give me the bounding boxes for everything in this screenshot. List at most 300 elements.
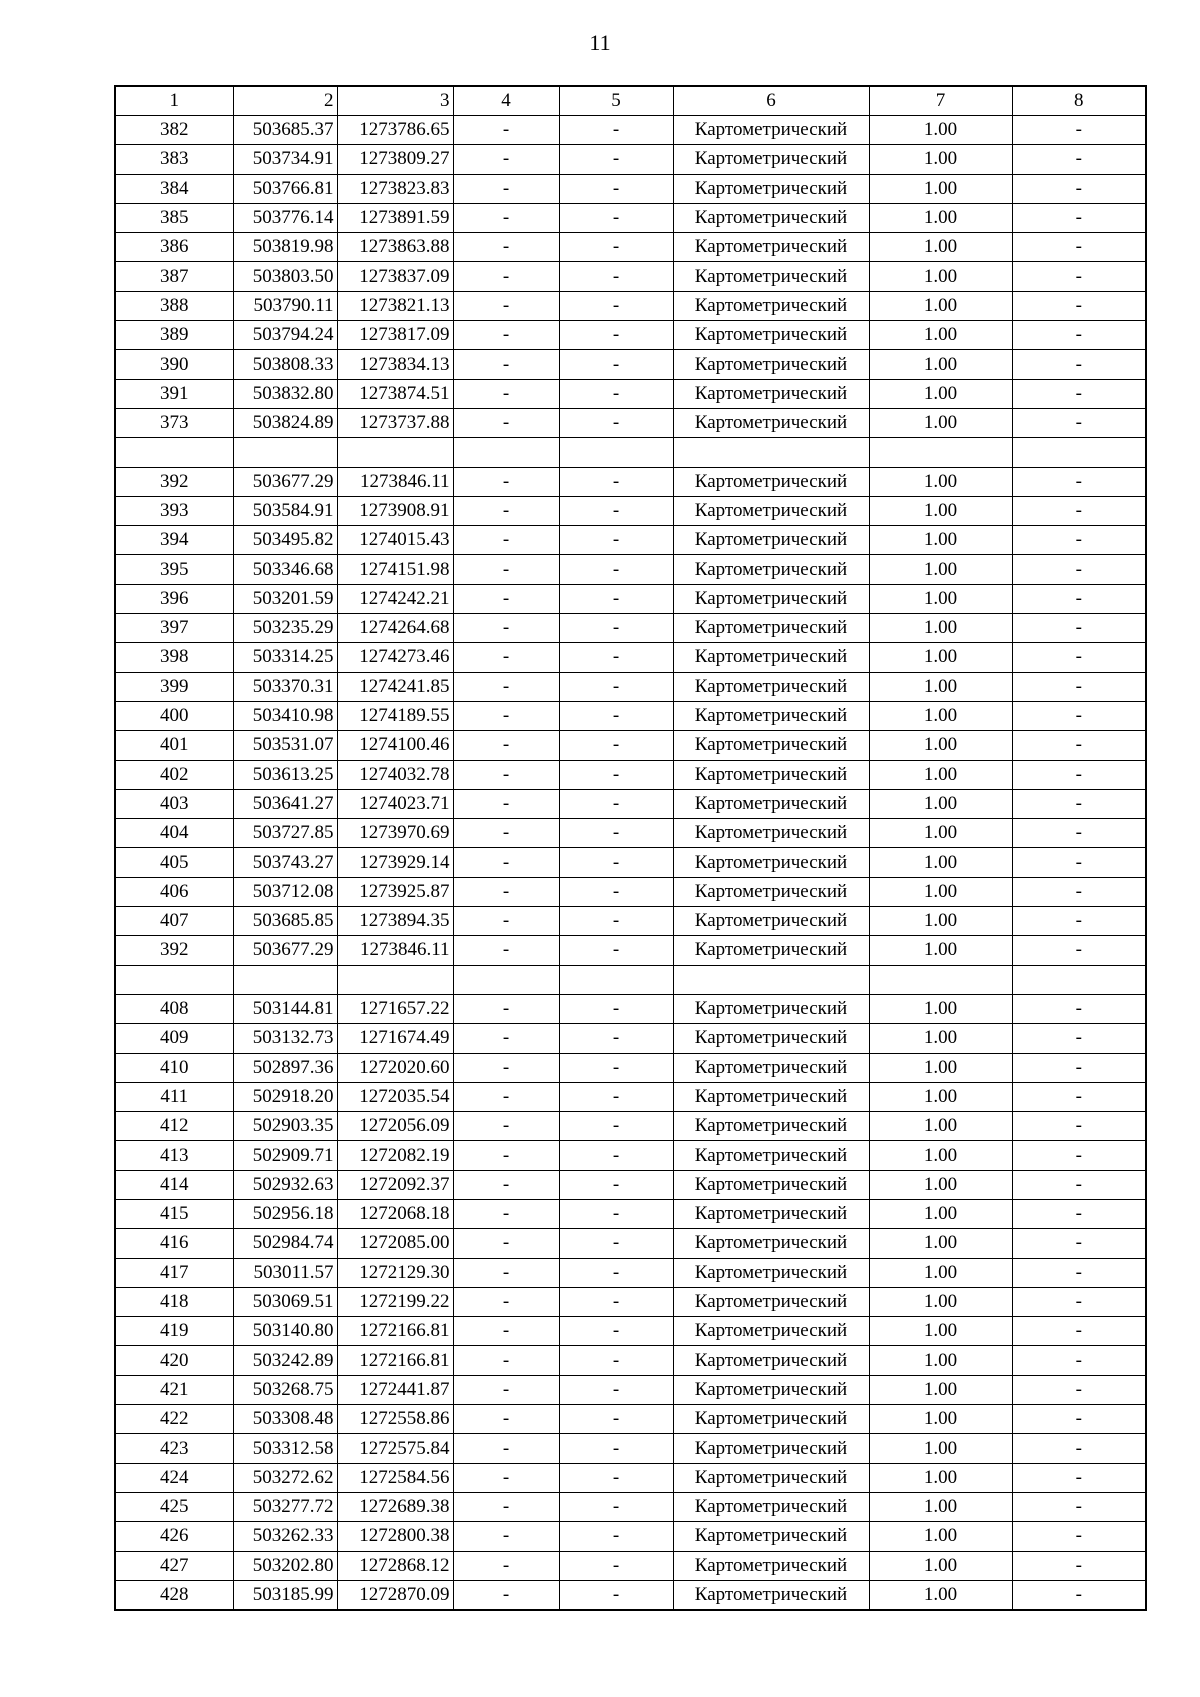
table-cell: 1272129.30 [337, 1258, 453, 1287]
table-cell: 1.00 [869, 701, 1012, 730]
table-cell: - [559, 1287, 673, 1316]
table-cell: 401 [115, 731, 233, 760]
table-cell: 412 [115, 1112, 233, 1141]
table-cell: - [1012, 233, 1146, 262]
table-cell: - [1012, 584, 1146, 613]
table-cell: 1.00 [869, 1287, 1012, 1316]
table-cell: - [1012, 408, 1146, 437]
table-cell: Картометрический [673, 262, 869, 291]
table-cell: - [453, 1229, 559, 1258]
table-cell: 1.00 [869, 672, 1012, 701]
table-cell: 1.00 [869, 1522, 1012, 1551]
table-cell: 1.00 [869, 643, 1012, 672]
table-cell: 1272800.38 [337, 1522, 453, 1551]
table-cell: 502903.35 [233, 1112, 337, 1141]
table-row [115, 233, 1146, 262]
table-body [115, 116, 1146, 1611]
table-cell: 1.00 [869, 848, 1012, 877]
table-cell: Картометрический [673, 848, 869, 877]
table-cell: - [559, 496, 673, 525]
table-cell: 1.00 [869, 1317, 1012, 1346]
table-cell: 1273908.91 [337, 496, 453, 525]
table-cell: 502918.20 [233, 1082, 337, 1111]
table-cell: 382 [115, 116, 233, 145]
table-cell: 1273863.88 [337, 233, 453, 262]
table-cell: Картометрический [673, 1141, 869, 1170]
table-row [115, 1229, 1146, 1258]
column-header-4: 4 [453, 86, 559, 116]
table-cell: Картометрический [673, 233, 869, 262]
table-cell: - [453, 614, 559, 643]
table-cell: 1272575.84 [337, 1434, 453, 1463]
table-cell: - [453, 526, 559, 555]
table-row [115, 907, 1146, 936]
table-header [115, 86, 1146, 116]
table-cell: 1273891.59 [337, 203, 453, 232]
table-cell: Картометрический [673, 672, 869, 701]
table-row [115, 1082, 1146, 1111]
table-cell: - [453, 1170, 559, 1199]
table-cell: - [559, 1463, 673, 1492]
table-cell: 1273809.27 [337, 145, 453, 174]
table-cell: - [1012, 789, 1146, 818]
table-row [115, 321, 1146, 350]
table-cell: - [559, 1405, 673, 1434]
table-cell: 503584.91 [233, 496, 337, 525]
column-header-7: 7 [869, 86, 1012, 116]
table-cell: Картометрический [673, 203, 869, 232]
table-cell: Картометрический [673, 467, 869, 496]
table-cell [1012, 438, 1146, 467]
table-cell: Картометрический [673, 1522, 869, 1551]
table-cell: - [453, 379, 559, 408]
table-row [115, 350, 1146, 379]
table-cell: 502932.63 [233, 1170, 337, 1199]
table-cell: - [1012, 1170, 1146, 1199]
table-cell: - [1012, 203, 1146, 232]
table-cell: 1.00 [869, 584, 1012, 613]
table-cell: - [453, 1053, 559, 1082]
table-cell: - [1012, 467, 1146, 496]
table-cell: - [559, 321, 673, 350]
table-cell: Картометрический [673, 1346, 869, 1375]
table-cell: Картометрический [673, 1053, 869, 1082]
table-row [115, 496, 1146, 525]
table-cell: - [1012, 907, 1146, 936]
table-row [115, 1053, 1146, 1082]
table-cell: 503272.62 [233, 1463, 337, 1492]
table-cell: Картометрический [673, 1375, 869, 1404]
table-cell: 1274032.78 [337, 760, 453, 789]
table-row [115, 1434, 1146, 1463]
table-row [115, 614, 1146, 643]
column-header-5: 5 [559, 86, 673, 116]
table-cell: - [559, 672, 673, 701]
table-cell: - [453, 555, 559, 584]
table-cell: - [1012, 672, 1146, 701]
table-cell: 386 [115, 233, 233, 262]
table-cell: - [453, 731, 559, 760]
table-cell [869, 438, 1012, 467]
table-cell: - [453, 994, 559, 1023]
table-cell [869, 965, 1012, 994]
table-row [115, 1112, 1146, 1141]
table-cell: 502984.74 [233, 1229, 337, 1258]
table-cell: 1272082.19 [337, 1141, 453, 1170]
table-row [115, 1141, 1146, 1170]
table-cell: 503776.14 [233, 203, 337, 232]
table-cell: 409 [115, 1024, 233, 1053]
table-cell: 1.00 [869, 789, 1012, 818]
table-cell: Картометрический [673, 379, 869, 408]
table-cell: 1.00 [869, 1082, 1012, 1111]
table-cell: - [559, 936, 673, 965]
table-cell: - [1012, 145, 1146, 174]
table-cell: 1.00 [869, 291, 1012, 320]
table-row [115, 1551, 1146, 1580]
table-cell: 1274273.46 [337, 643, 453, 672]
table-cell: - [1012, 1053, 1146, 1082]
table-cell: - [1012, 262, 1146, 291]
table-cell: Картометрический [673, 701, 869, 730]
table-cell: - [453, 1346, 559, 1375]
table-cell: - [453, 1522, 559, 1551]
table-cell: - [559, 555, 673, 584]
table-cell: 1.00 [869, 1024, 1012, 1053]
table-cell: 1273925.87 [337, 877, 453, 906]
table-cell: 1.00 [869, 1434, 1012, 1463]
table-cell: - [453, 1463, 559, 1492]
table-cell: 503613.25 [233, 760, 337, 789]
table-cell: - [559, 1258, 673, 1287]
table-cell: - [559, 1112, 673, 1141]
table-cell: - [559, 1199, 673, 1228]
table-cell: - [1012, 1024, 1146, 1053]
table-cell: - [1012, 1229, 1146, 1258]
table-cell: - [1012, 350, 1146, 379]
table-row [115, 936, 1146, 965]
table-cell: 1.00 [869, 907, 1012, 936]
table-cell: 1.00 [869, 1170, 1012, 1199]
table-cell: 503242.89 [233, 1346, 337, 1375]
table-cell: 396 [115, 584, 233, 613]
table-cell: Картометрический [673, 1492, 869, 1521]
table-cell: 503808.33 [233, 350, 337, 379]
table-row [115, 116, 1146, 145]
table-cell: - [559, 1053, 673, 1082]
table-cell: 1273737.88 [337, 408, 453, 437]
table-cell: 398 [115, 643, 233, 672]
table-cell: Картометрический [673, 819, 869, 848]
table-row [115, 1317, 1146, 1346]
table-cell: - [453, 1112, 559, 1141]
table-cell: 503803.50 [233, 262, 337, 291]
table-cell: - [453, 350, 559, 379]
table-cell: 502909.71 [233, 1141, 337, 1170]
table-cell: - [1012, 1287, 1146, 1316]
table-cell: 1272085.00 [337, 1229, 453, 1258]
table-cell: 415 [115, 1199, 233, 1228]
table-cell: - [1012, 1112, 1146, 1141]
table-cell: - [1012, 526, 1146, 555]
table-cell: 1.00 [869, 819, 1012, 848]
table-cell: 503144.81 [233, 994, 337, 1023]
table-cell: - [559, 614, 673, 643]
column-header-6: 6 [673, 86, 869, 116]
table-cell: 418 [115, 1287, 233, 1316]
table-cell: 1273823.83 [337, 174, 453, 203]
table-cell: - [1012, 116, 1146, 145]
table-cell: - [559, 877, 673, 906]
table-cell: - [1012, 1492, 1146, 1521]
table-cell: - [453, 1492, 559, 1521]
table-cell: - [1012, 379, 1146, 408]
table-cell: - [1012, 1551, 1146, 1580]
table-cell: 1274242.21 [337, 584, 453, 613]
table-cell: - [453, 1405, 559, 1434]
table-row [115, 848, 1146, 877]
table-cell: - [1012, 174, 1146, 203]
table-cell: Картометрический [673, 174, 869, 203]
table-cell: 417 [115, 1258, 233, 1287]
table-cell: 426 [115, 1522, 233, 1551]
table-row [115, 1346, 1146, 1375]
table-cell: 1.00 [869, 379, 1012, 408]
table-row [115, 643, 1146, 672]
table-cell: - [559, 1170, 673, 1199]
table-cell: 1272584.56 [337, 1463, 453, 1492]
table-cell: - [453, 819, 559, 848]
table-cell: 1.00 [869, 614, 1012, 643]
table-cell: 373 [115, 408, 233, 437]
table-row [115, 965, 1146, 994]
table-cell: - [453, 467, 559, 496]
table-cell: 1272068.18 [337, 1199, 453, 1228]
table-cell: 416 [115, 1229, 233, 1258]
table-cell: 1.00 [869, 731, 1012, 760]
table-cell: - [1012, 760, 1146, 789]
table-cell: 1272558.86 [337, 1405, 453, 1434]
table-cell: 503677.29 [233, 936, 337, 965]
table-cell: - [1012, 1580, 1146, 1610]
table-cell: 1272056.09 [337, 1112, 453, 1141]
table-row [115, 1258, 1146, 1287]
table-cell: 428 [115, 1580, 233, 1610]
table-cell: 1272035.54 [337, 1082, 453, 1111]
table-cell: - [1012, 321, 1146, 350]
table-cell: - [453, 848, 559, 877]
table-cell: 1273894.35 [337, 907, 453, 936]
table-cell: 1274189.55 [337, 701, 453, 730]
table-cell: Картометрический [673, 907, 869, 936]
table-cell: 503262.33 [233, 1522, 337, 1551]
table-cell: - [453, 1199, 559, 1228]
table-cell: Картометрический [673, 760, 869, 789]
table-row [115, 1170, 1146, 1199]
table-cell: 1272441.87 [337, 1375, 453, 1404]
table-cell: - [1012, 848, 1146, 877]
table-cell: - [1012, 1082, 1146, 1111]
table-cell: 503069.51 [233, 1287, 337, 1316]
table-cell: 425 [115, 1492, 233, 1521]
table-cell: 1272166.81 [337, 1346, 453, 1375]
table-cell: 1.00 [869, 408, 1012, 437]
table-row [115, 1024, 1146, 1053]
table-cell: Картометрический [673, 496, 869, 525]
table-cell: - [453, 1551, 559, 1580]
table-cell: 1.00 [869, 467, 1012, 496]
table-cell: - [559, 116, 673, 145]
table-cell: 1274023.71 [337, 789, 453, 818]
table-cell: - [559, 643, 673, 672]
table-cell: 1.00 [869, 1141, 1012, 1170]
table-cell: Картометрический [673, 1199, 869, 1228]
table-cell: 1272689.38 [337, 1492, 453, 1521]
table-cell: Картометрический [673, 350, 869, 379]
table-cell: 427 [115, 1551, 233, 1580]
table-cell: 422 [115, 1405, 233, 1434]
table-cell: - [453, 672, 559, 701]
table-cell: 1273821.13 [337, 291, 453, 320]
table-cell: Картометрический [673, 1434, 869, 1463]
table-cell: Картометрический [673, 1463, 869, 1492]
table-cell: - [1012, 819, 1146, 848]
table-row [115, 760, 1146, 789]
table-row [115, 467, 1146, 496]
column-header-1: 1 [115, 86, 233, 116]
table-cell: 385 [115, 203, 233, 232]
table-cell: - [453, 1434, 559, 1463]
table-cell: 503832.80 [233, 379, 337, 408]
table-cell: - [559, 1375, 673, 1404]
table-cell: - [559, 584, 673, 613]
table-cell: 400 [115, 701, 233, 730]
table-cell: 388 [115, 291, 233, 320]
table-cell: Картометрический [673, 877, 869, 906]
table-cell: 503495.82 [233, 526, 337, 555]
table-cell: 387 [115, 262, 233, 291]
table-cell: - [559, 379, 673, 408]
table-row [115, 379, 1146, 408]
table-cell: - [453, 203, 559, 232]
table-cell: - [453, 321, 559, 350]
table-cell: - [1012, 1141, 1146, 1170]
table-cell: 1.00 [869, 1112, 1012, 1141]
table-cell: Картометрический [673, 614, 869, 643]
table-cell: 503346.68 [233, 555, 337, 584]
table-cell: 411 [115, 1082, 233, 1111]
table-cell: - [453, 701, 559, 730]
table-cell: 1272868.12 [337, 1551, 453, 1580]
table-cell: 503011.57 [233, 1258, 337, 1287]
table-cell: 392 [115, 467, 233, 496]
table-cell: 410 [115, 1053, 233, 1082]
table-cell: 1273786.65 [337, 116, 453, 145]
table-cell: - [559, 1082, 673, 1111]
table-cell [673, 965, 869, 994]
table-cell: - [559, 1434, 673, 1463]
table-cell: - [559, 789, 673, 818]
table-cell: Картометрический [673, 321, 869, 350]
table-cell: - [1012, 643, 1146, 672]
table-cell: 383 [115, 145, 233, 174]
table-cell: 1.00 [869, 145, 1012, 174]
table-cell [673, 438, 869, 467]
table-cell: 503235.29 [233, 614, 337, 643]
table-cell: 1.00 [869, 1346, 1012, 1375]
table-row [115, 526, 1146, 555]
table-row [115, 584, 1146, 613]
table-row [115, 819, 1146, 848]
table-cell: 1.00 [869, 1199, 1012, 1228]
table-cell: 503268.75 [233, 1375, 337, 1404]
table-cell: - [1012, 877, 1146, 906]
table-cell: 413 [115, 1141, 233, 1170]
table-cell: 1273970.69 [337, 819, 453, 848]
table-cell: 1.00 [869, 1551, 1012, 1580]
table-cell: Картометрический [673, 1580, 869, 1610]
table-cell: - [559, 233, 673, 262]
table-cell: 1.00 [869, 1463, 1012, 1492]
table-cell: - [453, 1375, 559, 1404]
table-cell: 1271657.22 [337, 994, 453, 1023]
table-cell: - [559, 203, 673, 232]
table-cell: 1271674.49 [337, 1024, 453, 1053]
table-cell: 1274015.43 [337, 526, 453, 555]
table-cell: Картометрический [673, 116, 869, 145]
table-cell: Картометрический [673, 408, 869, 437]
table-cell: 399 [115, 672, 233, 701]
table-row [115, 1405, 1146, 1434]
table-cell: - [559, 145, 673, 174]
table-cell: - [559, 701, 673, 730]
table-cell: - [559, 1229, 673, 1258]
table-cell: - [1012, 1375, 1146, 1404]
table-cell: 503677.29 [233, 467, 337, 496]
table-cell [1012, 965, 1146, 994]
table-cell: - [559, 1522, 673, 1551]
table-cell: Картометрический [673, 1229, 869, 1258]
table-cell: 395 [115, 555, 233, 584]
table-cell: 391 [115, 379, 233, 408]
table-cell: 397 [115, 614, 233, 643]
table-row [115, 1463, 1146, 1492]
table-cell: Картометрический [673, 1258, 869, 1287]
table-cell: - [559, 848, 673, 877]
table-cell: - [453, 174, 559, 203]
table-cell: 1.00 [869, 1258, 1012, 1287]
table-cell [337, 438, 453, 467]
table-cell: - [1012, 496, 1146, 525]
table-cell: 503410.98 [233, 701, 337, 730]
table-cell: Картометрический [673, 1551, 869, 1580]
table-cell: 420 [115, 1346, 233, 1375]
table-cell: 502897.36 [233, 1053, 337, 1082]
table-cell: - [453, 584, 559, 613]
table-cell: - [1012, 555, 1146, 584]
table-row [115, 789, 1146, 818]
table-cell: 419 [115, 1317, 233, 1346]
table-cell: - [453, 1024, 559, 1053]
table-cell: 1.00 [869, 116, 1012, 145]
table-cell: Картометрический [673, 936, 869, 965]
table-cell: 1.00 [869, 1405, 1012, 1434]
table-row [115, 145, 1146, 174]
table-cell: - [1012, 1522, 1146, 1551]
table-cell: - [453, 907, 559, 936]
table-cell [453, 438, 559, 467]
table-cell [559, 965, 673, 994]
